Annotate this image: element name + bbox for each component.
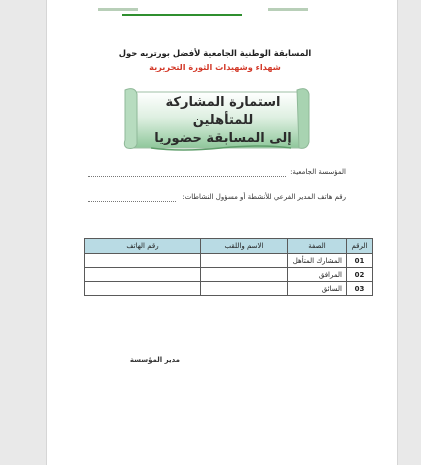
top-decorative-rule	[0, 14, 421, 18]
table-row	[85, 268, 373, 282]
form-title-line2: إلى المسابقة حضوريا	[154, 131, 292, 146]
row-role: المرافق	[288, 268, 347, 282]
row-phone-cell[interactable]	[85, 268, 201, 282]
row-number: 02	[347, 268, 373, 282]
row-name-cell[interactable]	[201, 268, 288, 282]
green-rule	[122, 14, 242, 16]
table-row	[85, 282, 373, 296]
row-name-cell[interactable]	[201, 254, 288, 268]
row-number: 03	[347, 282, 373, 296]
form-title-banner	[121, 84, 311, 152]
row-role: المشارك المتأهل	[288, 254, 347, 268]
faded-rule-right	[268, 8, 308, 11]
form-title-line1: استمارة المشاركة للمتأهلين	[165, 95, 281, 128]
header-number: الرقم	[347, 239, 373, 254]
row-name-cell[interactable]	[201, 282, 288, 296]
row-number: 01	[347, 254, 373, 268]
institution-dotted-line[interactable]	[88, 175, 286, 177]
phone-label: رقم هاتف المدير الفرعي للأنشطة أو مسؤول النشاطات:	[182, 193, 346, 201]
row-role: السائق	[288, 282, 347, 296]
header-role: الصفة	[288, 239, 347, 254]
header-name: الاسم واللقب	[201, 239, 288, 254]
phone-dotted-line[interactable]	[88, 200, 176, 202]
participants-table	[84, 238, 373, 296]
faded-rule-left	[98, 8, 138, 11]
row-phone-cell[interactable]	[85, 254, 201, 268]
director-signature-label: مدير المؤسسة	[129, 356, 180, 364]
header-phone: رقم الهاتف	[85, 239, 201, 254]
table-header-row	[85, 239, 373, 254]
row-phone-cell[interactable]	[85, 282, 201, 296]
table-row	[85, 254, 373, 268]
institution-label: المؤسسة الجامعية:	[290, 168, 346, 176]
competition-subtitle: شهداء وشهيدات الثورة التحريرية	[149, 62, 281, 72]
competition-title: المسابقة الوطنية الجامعية لأفضل بورتريه حول	[118, 48, 312, 58]
